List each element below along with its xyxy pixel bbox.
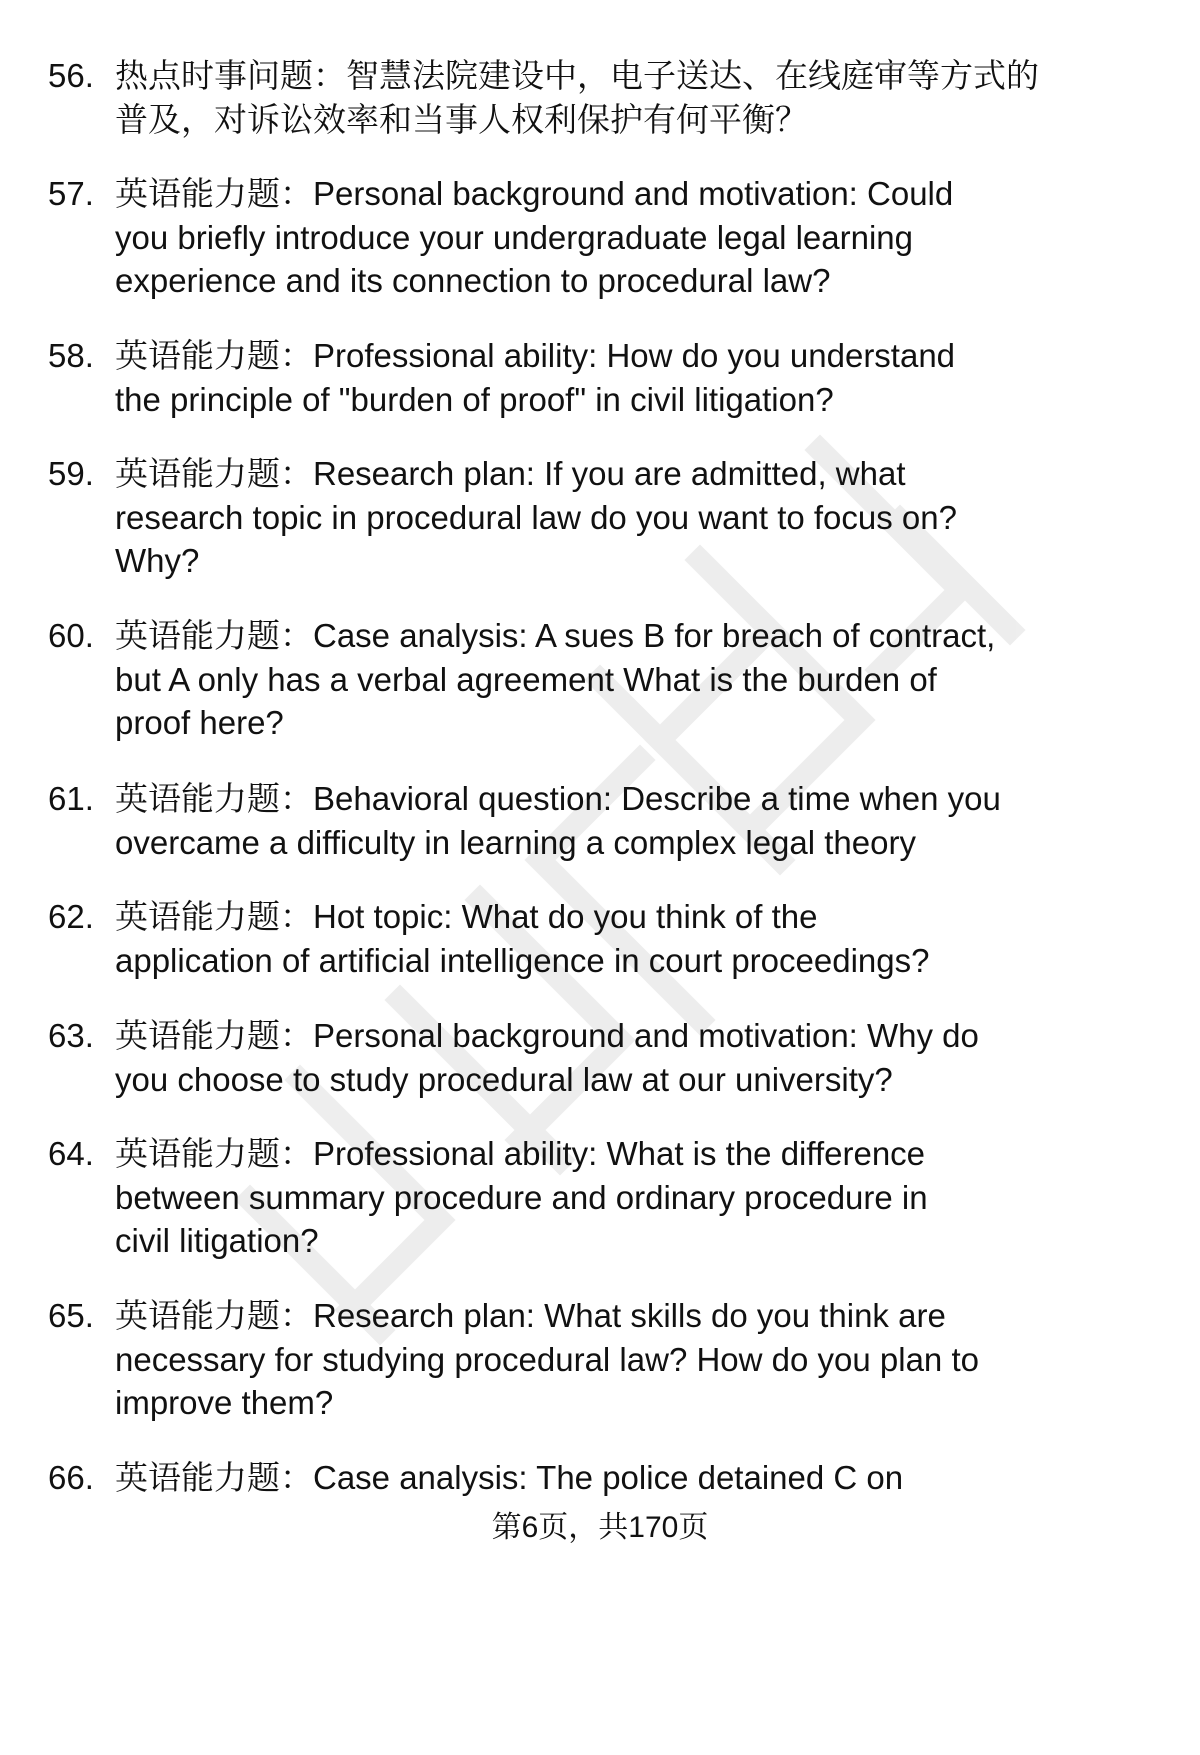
question-line: application of artificial intelligence in court proceedings? xyxy=(115,941,930,979)
question-line: research topic in procedural law do you want to focus on? xyxy=(115,498,957,536)
question-line: 英语能力题：Professional ability: How do you understand xyxy=(115,337,956,374)
question-line: you briefly introduce your undergraduate legal learning xyxy=(115,218,914,256)
question-line: the principle of "burden of proof" in civil litigation? xyxy=(115,380,834,418)
question-number: 60. xyxy=(48,617,94,654)
question-text xyxy=(115,777,1165,864)
question-line: necessary for studying procedural law? How do you plan to xyxy=(115,1340,979,1378)
question-line: 英语能力题：Case analysis: A sues B for breach of contract, xyxy=(115,617,996,654)
question-line: Why? xyxy=(115,542,200,579)
question-text xyxy=(115,334,1165,421)
question-number: 62. xyxy=(48,898,94,935)
page-footer: 第6页，共170页 xyxy=(491,1511,709,1544)
question-line: experience and its connection to procedural law? xyxy=(115,262,831,299)
question-line: civil litigation? xyxy=(115,1222,319,1259)
question-text xyxy=(115,452,1165,583)
question-text xyxy=(115,54,1165,141)
question-line: overcame a difficulty in learning a complex legal theory xyxy=(115,823,916,861)
question-line: between summary procedure and ordinary procedure in xyxy=(115,1178,928,1216)
question-line: 英语能力题：Personal background and motivation: Why do xyxy=(115,1017,979,1054)
question-text xyxy=(115,1456,1165,1500)
question-text xyxy=(115,172,1165,303)
question-line: you choose to study procedural law at our university? xyxy=(115,1060,893,1098)
question-line: 热点时事问题：智慧法院建设中，电子送达、在线庭审等方式的 xyxy=(115,57,1039,94)
question-line: 普及，对诉讼效率和当事人权利保护有何平衡？ xyxy=(115,100,808,138)
question-text xyxy=(115,895,1165,982)
question-line: improve them? xyxy=(115,1384,334,1421)
question-number: 57. xyxy=(48,175,94,212)
question-line: 英语能力题：Personal background and motivation: Could xyxy=(115,175,954,212)
question-line: but A only has a verbal agreement What is the burden of xyxy=(115,660,937,698)
question-number: 61. xyxy=(48,780,94,817)
question-number: 58. xyxy=(48,337,94,374)
question-line: 英语能力题：Hot topic: What do you think of the xyxy=(115,898,818,935)
question-text xyxy=(115,1132,1165,1263)
question-number: 59. xyxy=(48,455,94,492)
question-number: 64. xyxy=(48,1135,94,1172)
question-number: 65. xyxy=(48,1297,94,1334)
question-line: proof here? xyxy=(115,704,284,741)
question-number: 63. xyxy=(48,1017,94,1054)
question-number: 56. xyxy=(48,57,94,94)
question-line: 英语能力题：Research plan: If you are admitted, what xyxy=(115,455,906,492)
question-number: 66. xyxy=(48,1459,94,1496)
question-line: 英语能力题：Behavioral question: Describe a time when you xyxy=(115,780,1001,817)
question-text xyxy=(115,614,1165,745)
question-line: 英语能力题：Research plan: What skills do you think are xyxy=(115,1297,946,1334)
question-line: 英语能力题：Case analysis: The police detained C on xyxy=(115,1459,904,1496)
question-text xyxy=(115,1294,1165,1425)
question-line: 英语能力题：Professional ability: What is the difference xyxy=(115,1135,926,1172)
question-text xyxy=(115,1014,1165,1101)
